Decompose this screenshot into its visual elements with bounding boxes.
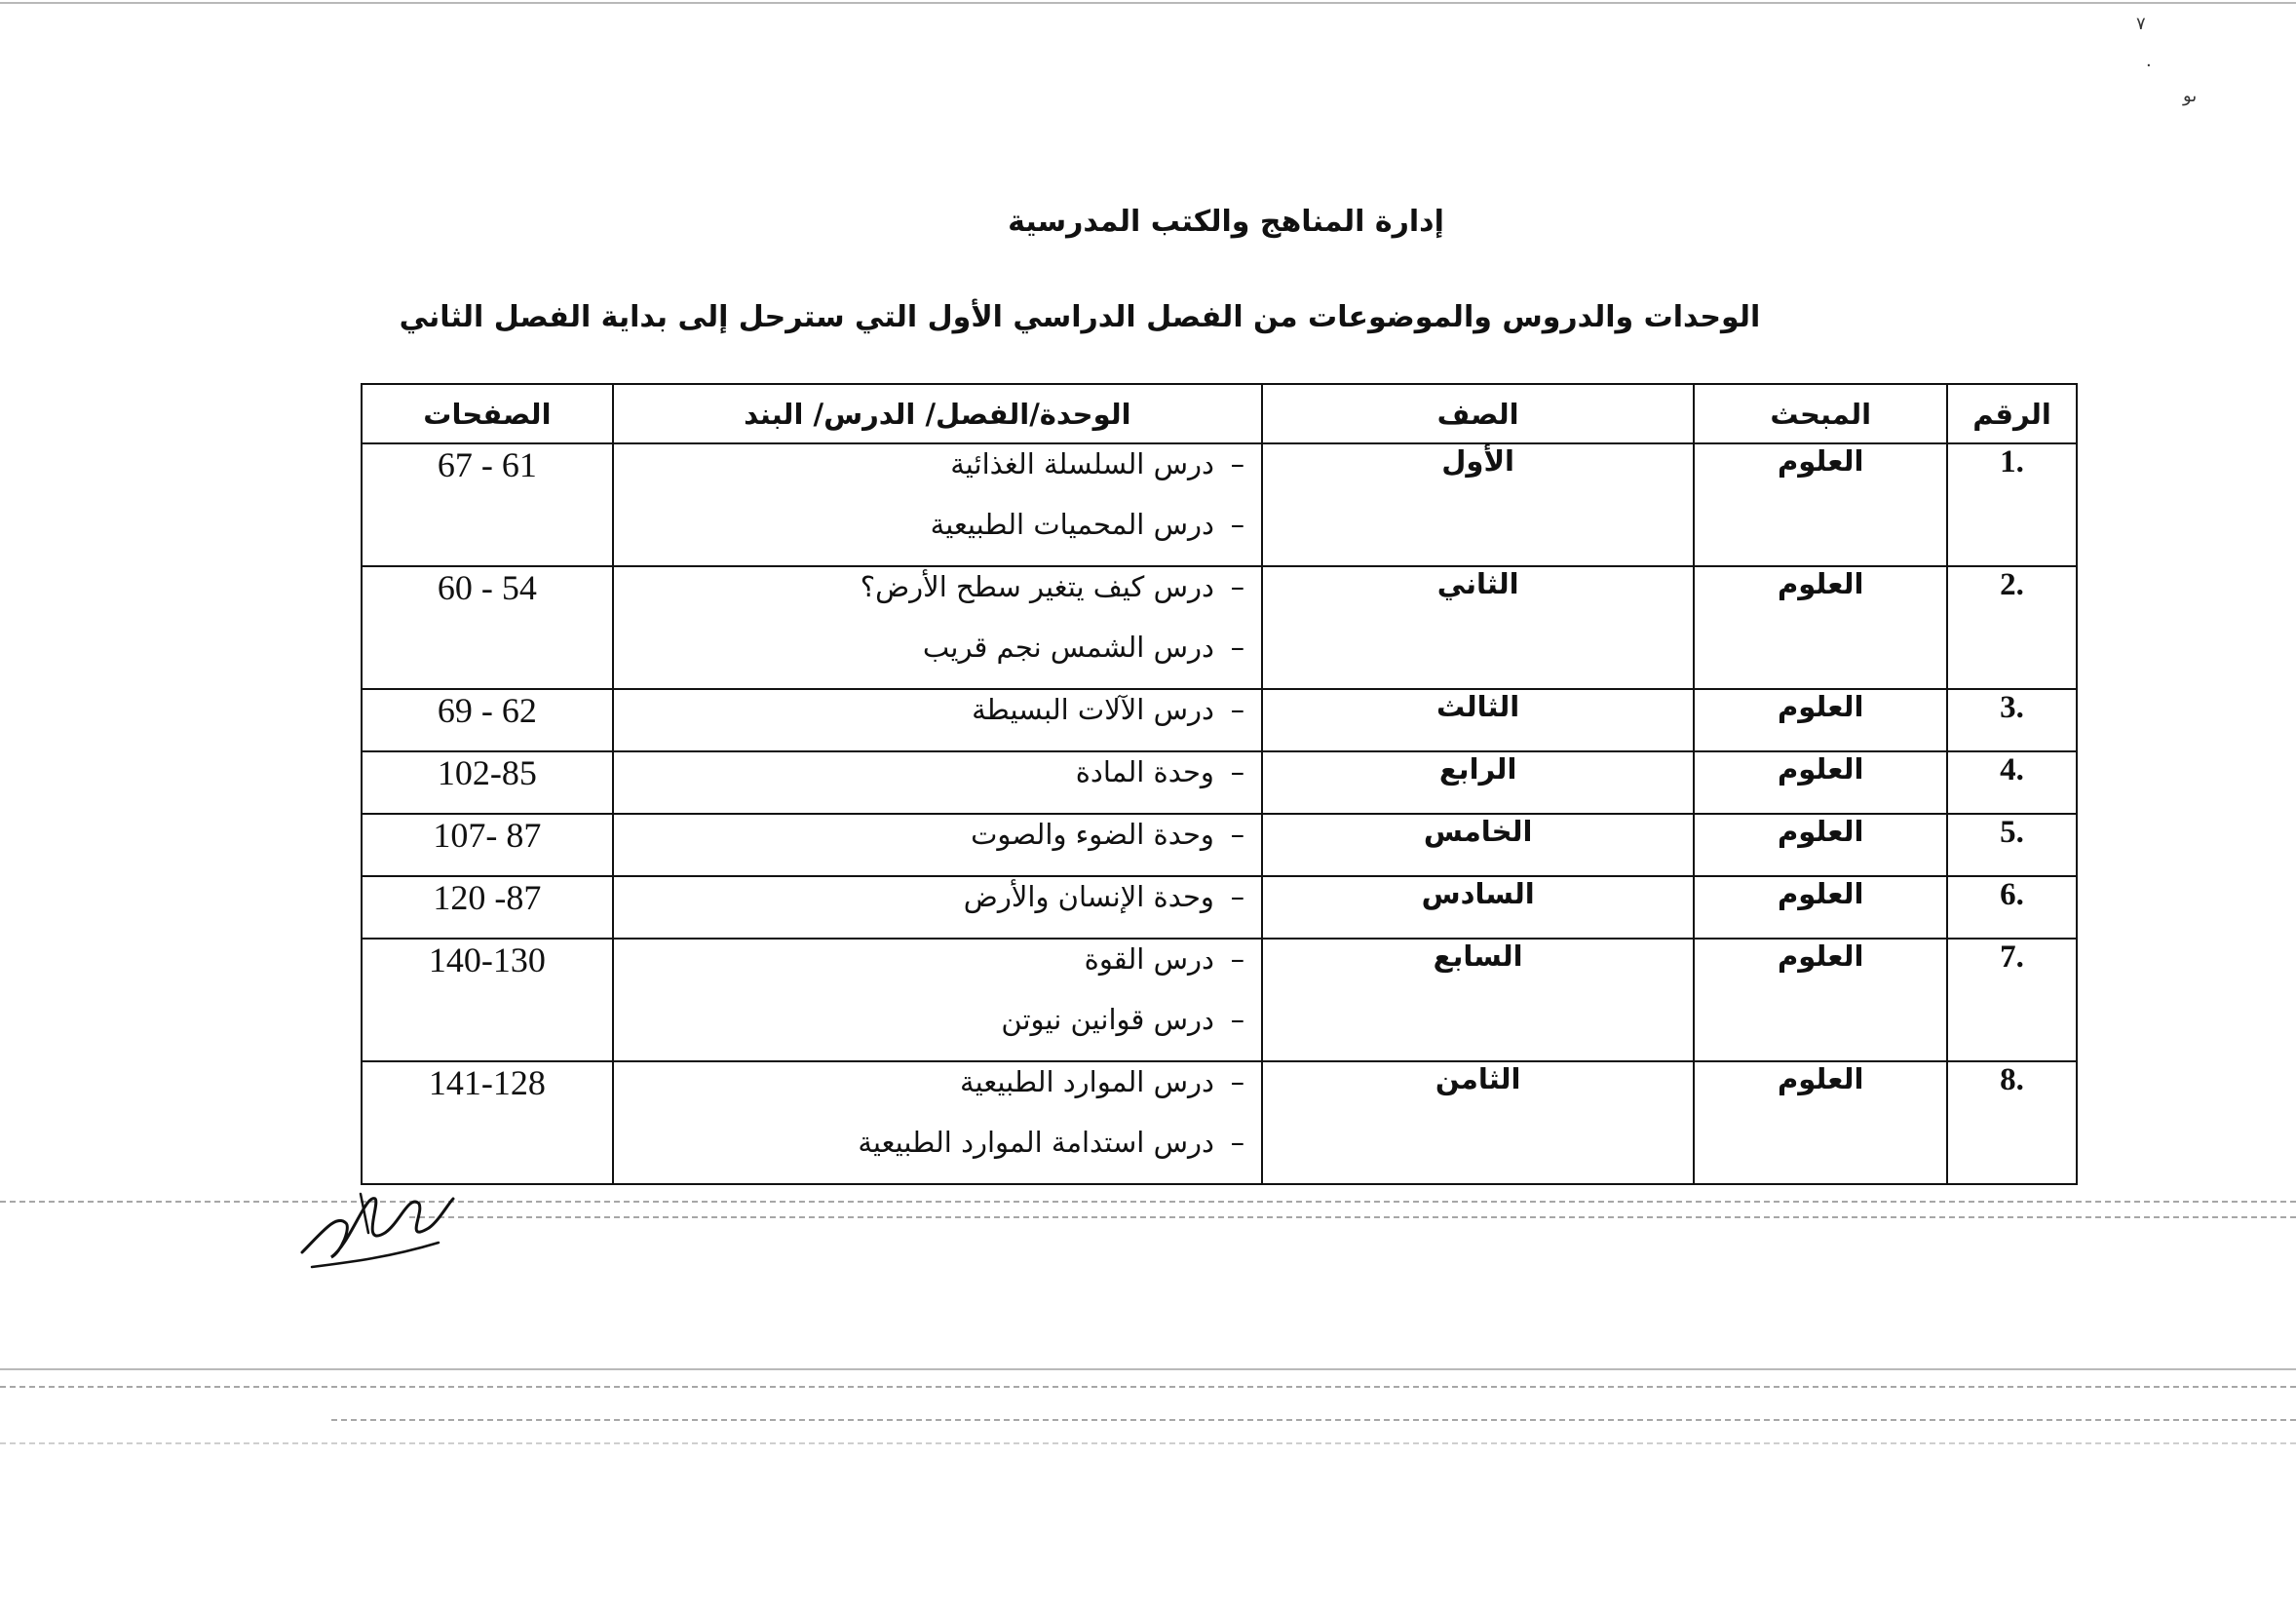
row-number: .8 [1947, 1061, 2077, 1184]
row-subject: العلوم [1694, 814, 1947, 876]
item-dash: – [1230, 942, 1245, 976]
row-number: .5 [1947, 814, 2077, 876]
unit-item [614, 815, 1261, 875]
corner-mark: ٧ [2136, 14, 2146, 34]
item-dash: – [1230, 755, 1245, 788]
unit-item-label: درس السلسلة الغذائية [950, 447, 1214, 480]
row-pages: 60 - 54 [362, 566, 613, 689]
table-row [362, 1061, 2077, 1184]
item-dash: – [1230, 818, 1245, 851]
row-number: .3 [1947, 689, 2077, 751]
header-subject: المبحث [1694, 384, 1947, 443]
unit-item-label: وحدة الإنسان والأرض [963, 880, 1214, 913]
row-subject: العلوم [1694, 751, 1947, 814]
row-pages: 69 - 62 [362, 689, 613, 751]
row-units [613, 876, 1262, 939]
row-pages: 120 -87 [362, 876, 613, 939]
item-dash: – [1230, 447, 1245, 480]
row-units [613, 443, 1262, 566]
signature-scribble [292, 1174, 458, 1282]
unit-item-label: وحدة المادة [1075, 755, 1214, 788]
table-row [362, 566, 2077, 689]
item-dash: – [1230, 1065, 1245, 1098]
row-units [613, 689, 1262, 751]
row-pages: 102-85 [362, 751, 613, 814]
header-grade: الصف [1262, 384, 1694, 443]
unit-item [614, 505, 1261, 565]
unit-item-label: وحدة الضوء والصوت [971, 818, 1214, 851]
row-subject: العلوم [1694, 566, 1947, 689]
row-pages: 107- 87 [362, 814, 613, 876]
table-row [362, 443, 2077, 566]
unit-item-label: درس القوة [1084, 942, 1214, 976]
scan-line-top [0, 2, 2296, 4]
row-grade: الأول [1262, 443, 1694, 566]
table-header-row [362, 384, 2077, 443]
scan-line [331, 1419, 2296, 1421]
unit-item-label: درس الشمس نجم قريب [922, 631, 1214, 664]
row-grade: الخامس [1262, 814, 1694, 876]
row-pages: 140-130 [362, 939, 613, 1061]
header-pages: الصفحات [362, 384, 613, 443]
item-dash: – [1230, 880, 1245, 913]
row-pages: 141-128 [362, 1061, 613, 1184]
header-number: الرقم [1947, 384, 2077, 443]
unit-item [614, 1062, 1261, 1123]
row-subject: العلوم [1694, 443, 1947, 566]
row-subject: العلوم [1694, 876, 1947, 939]
row-grade: الثاني [1262, 566, 1694, 689]
document-title: الوحدات والدروس والموضوعات من الفصل الدراسي الأول التي سترحل إلى بداية الفصل الثاني [399, 300, 1761, 334]
row-subject: العلوم [1694, 1061, 1947, 1184]
row-units [613, 939, 1262, 1061]
unit-item-label: درس الآلات البسيطة [972, 693, 1214, 726]
row-grade: السادس [1262, 876, 1694, 939]
row-grade: الثالث [1262, 689, 1694, 751]
item-dash: – [1230, 693, 1245, 726]
unit-item [614, 690, 1261, 750]
row-subject: العلوم [1694, 939, 1947, 1061]
table-row [362, 876, 2077, 939]
unit-item [614, 1123, 1261, 1183]
organization-title: إدارة المناهج والكتب المدرسية [1008, 205, 1444, 239]
item-dash: – [1230, 1003, 1245, 1036]
row-units [613, 751, 1262, 814]
row-number: .1 [1947, 443, 2077, 566]
unit-item [614, 628, 1261, 688]
scan-line [0, 1368, 2296, 1370]
scan-line [0, 1386, 2296, 1388]
item-dash: – [1230, 508, 1245, 541]
corner-mark: ٠ [2144, 55, 2154, 75]
row-subject: العلوم [1694, 689, 1947, 751]
table-row [362, 814, 2077, 876]
row-units [613, 566, 1262, 689]
unit-item [614, 567, 1261, 628]
unit-item-label: درس كيف يتغير سطح الأرض؟ [860, 570, 1214, 603]
row-units [613, 814, 1262, 876]
table-row [362, 689, 2077, 751]
table-row [362, 751, 2077, 814]
item-dash: – [1230, 1126, 1245, 1159]
unit-item-label: درس المحميات الطبيعية [930, 508, 1214, 541]
unit-item [614, 877, 1261, 938]
unit-item [614, 1000, 1261, 1060]
row-grade: الثامن [1262, 1061, 1694, 1184]
row-units [613, 1061, 1262, 1184]
unit-item [614, 444, 1261, 505]
unit-item-label: درس قوانين نيوتن [1001, 1003, 1214, 1036]
scan-line [409, 1216, 2296, 1218]
row-number: .2 [1947, 566, 2077, 689]
unit-item-label: درس الموارد الطبيعية [960, 1065, 1214, 1098]
row-grade: الرابع [1262, 751, 1694, 814]
scan-line [0, 1442, 2296, 1444]
header-unit: الوحدة/الفصل/ الدرس/ البند [613, 384, 1262, 443]
unit-item [614, 940, 1261, 1000]
table-row [362, 939, 2077, 1061]
unit-item [614, 752, 1261, 813]
item-dash: – [1230, 631, 1245, 664]
row-number: .7 [1947, 939, 2077, 1061]
row-pages: 67 - 61 [362, 443, 613, 566]
item-dash: – [1230, 570, 1245, 603]
corner-mark: ىو [2183, 86, 2198, 106]
row-grade: السابع [1262, 939, 1694, 1061]
row-number: .6 [1947, 876, 2077, 939]
curriculum-table [361, 383, 2078, 1185]
unit-item-label: درس استدامة الموارد الطبيعية [858, 1126, 1214, 1159]
row-number: .4 [1947, 751, 2077, 814]
